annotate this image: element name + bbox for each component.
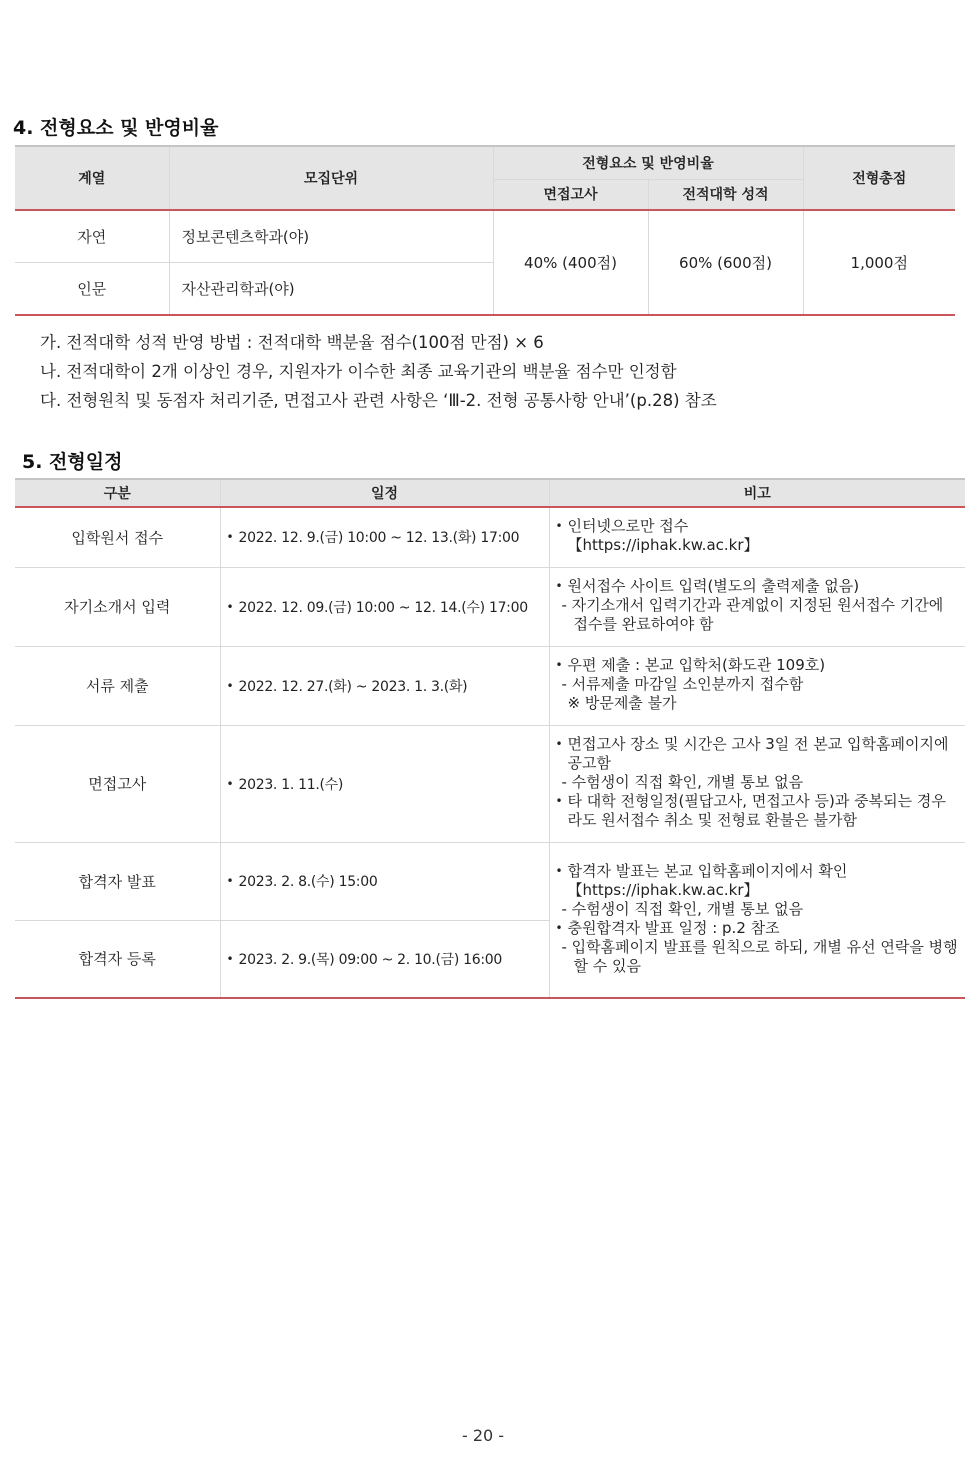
header-division: 구분 bbox=[15, 479, 220, 507]
header-prev-grade: 전적대학 성적 bbox=[648, 179, 803, 210]
section-5-title: 5. 전형일정 bbox=[22, 451, 123, 473]
section-4-title: 4. 전형요소 및 반영비율 bbox=[13, 117, 219, 139]
schedule-text: • 2022. 12. 09.(금) 10:00 ~ 12. 14.(수) 17:00 bbox=[227, 600, 528, 616]
table-row bbox=[15, 842, 965, 920]
table-row bbox=[15, 646, 965, 725]
remarks-cell bbox=[549, 567, 965, 646]
header-category: 계열 bbox=[15, 146, 169, 210]
note-item: 나. 전적대학이 2개 이상인 경우, 지원자가 이수한 최종 교육기관의 백분율 점수만 인정함 bbox=[40, 362, 677, 381]
row-category: 자연 bbox=[15, 210, 169, 263]
remarks-cell bbox=[549, 725, 965, 842]
division-cell: 입학원서 접수 bbox=[15, 507, 220, 567]
remark-bullet: • 타 대학 전형일정(필답고사, 면접고사 등)과 중복되는 경우라도 원서접수 취소 및 전형료 환불은 불가함 bbox=[556, 792, 960, 830]
remark-sub-item: - 자기소개서 입력기간과 관계없이 지정된 원서접수 기간에 접수를 완료하여야 함 bbox=[561, 596, 944, 633]
schedule-cell bbox=[220, 567, 549, 646]
note-item: 가. 전적대학 성적 반영 방법 : 전적대학 백분율 점수(100점 만점) × 6 bbox=[40, 333, 544, 352]
division-cell: 합격자 발표 bbox=[15, 842, 220, 920]
total-score: 1,000점 bbox=[803, 210, 955, 315]
row-category: 인문 bbox=[15, 263, 169, 316]
header-elements: 전형요소 및 반영비율 bbox=[493, 146, 803, 179]
remarks-cell bbox=[549, 646, 965, 725]
remark-bullet: • 우편 제출 : 본교 입학처(화도관 109호) bbox=[556, 656, 960, 675]
interview-ratio: 40% (400점) bbox=[493, 210, 648, 315]
remark-sub-item: - 수험생이 직접 확인, 개별 통보 없음 bbox=[561, 773, 804, 791]
schedule-text: • 2022. 12. 27.(화) ~ 2023. 1. 3.(화) bbox=[227, 679, 468, 695]
header-schedule: 일정 bbox=[220, 479, 549, 507]
remark-sub-item: - 수험생이 직접 확인, 개별 통보 없음 bbox=[561, 899, 804, 918]
schedule-cell bbox=[220, 920, 549, 998]
header-unit: 모집단위 bbox=[169, 146, 493, 210]
table-row bbox=[15, 567, 965, 646]
remarks-cell bbox=[549, 842, 965, 998]
remarks-cell bbox=[549, 507, 965, 567]
row-unit: 정보콘텐츠학과(야) bbox=[169, 210, 493, 263]
remark-line: ※ 방문제출 불가 bbox=[567, 694, 677, 712]
row-unit: 자산관리학과(야) bbox=[169, 263, 493, 316]
remark-sub-item: - 서류제출 마감일 소인분까지 접수함 bbox=[561, 675, 804, 693]
schedule-cell bbox=[220, 842, 549, 920]
schedule-text: • 2023. 2. 8.(수) 15:00 bbox=[227, 874, 378, 890]
remark-line: 【https://iphak.kw.ac.kr】 bbox=[567, 880, 759, 899]
header-remarks: 비고 bbox=[549, 479, 965, 507]
schedule-text: • 2022. 12. 9.(금) 10:00 ~ 12. 13.(화) 17:00 bbox=[227, 530, 520, 546]
section-4-notes bbox=[40, 328, 717, 415]
division-cell: 서류 제출 bbox=[15, 646, 220, 725]
page-number: - 20 - bbox=[461, 1426, 505, 1445]
division-cell: 합격자 등록 bbox=[15, 920, 220, 998]
division-cell: 자기소개서 입력 bbox=[15, 567, 220, 646]
selection-elements-table bbox=[15, 145, 955, 316]
schedule-cell bbox=[220, 507, 549, 567]
division-cell: 면접고사 bbox=[15, 725, 220, 842]
table-row bbox=[15, 210, 955, 263]
header-interview: 면접고사 bbox=[493, 179, 648, 210]
table-row bbox=[15, 507, 965, 567]
schedule-text: • 2023. 1. 11.(수) bbox=[227, 777, 344, 793]
schedule-cell bbox=[220, 646, 549, 725]
remark-line: 【https://iphak.kw.ac.kr】 bbox=[567, 536, 759, 555]
remark-bullet: • 충원합격자 발표 일정 : p.2 참조 bbox=[556, 919, 960, 938]
remark-bullet: • 원서접수 사이트 입력(별도의 출력제출 없음) bbox=[556, 577, 960, 596]
header-total: 전형총점 bbox=[803, 146, 955, 210]
remark-sub-item: - 입학홈페이지 발표를 원칙으로 하되, 개별 유선 연락을 병행할 수 있음 bbox=[561, 937, 958, 975]
schedule-text: • 2023. 2. 9.(목) 09:00 ~ 2. 10.(금) 16:00 bbox=[227, 952, 503, 968]
note-item: 다. 전형원칙 및 동점자 처리기준, 면접고사 관련 사항은 ‘Ⅲ-2. 전형 공통사항 안내’(p.28) 참조 bbox=[40, 391, 717, 410]
schedule-table bbox=[15, 478, 965, 999]
remark-bullet: • 합격자 발표는 본교 입학홈페이지에서 확인 bbox=[556, 862, 960, 881]
schedule-cell bbox=[220, 725, 549, 842]
grade-ratio: 60% (600점) bbox=[648, 210, 803, 315]
remark-bullet: • 면접고사 장소 및 시간은 고사 3일 전 본교 입학홈페이지에 공고함 bbox=[556, 735, 960, 773]
remark-bullet: • 인터넷으로만 접수 bbox=[556, 517, 960, 536]
table-row bbox=[15, 725, 965, 842]
